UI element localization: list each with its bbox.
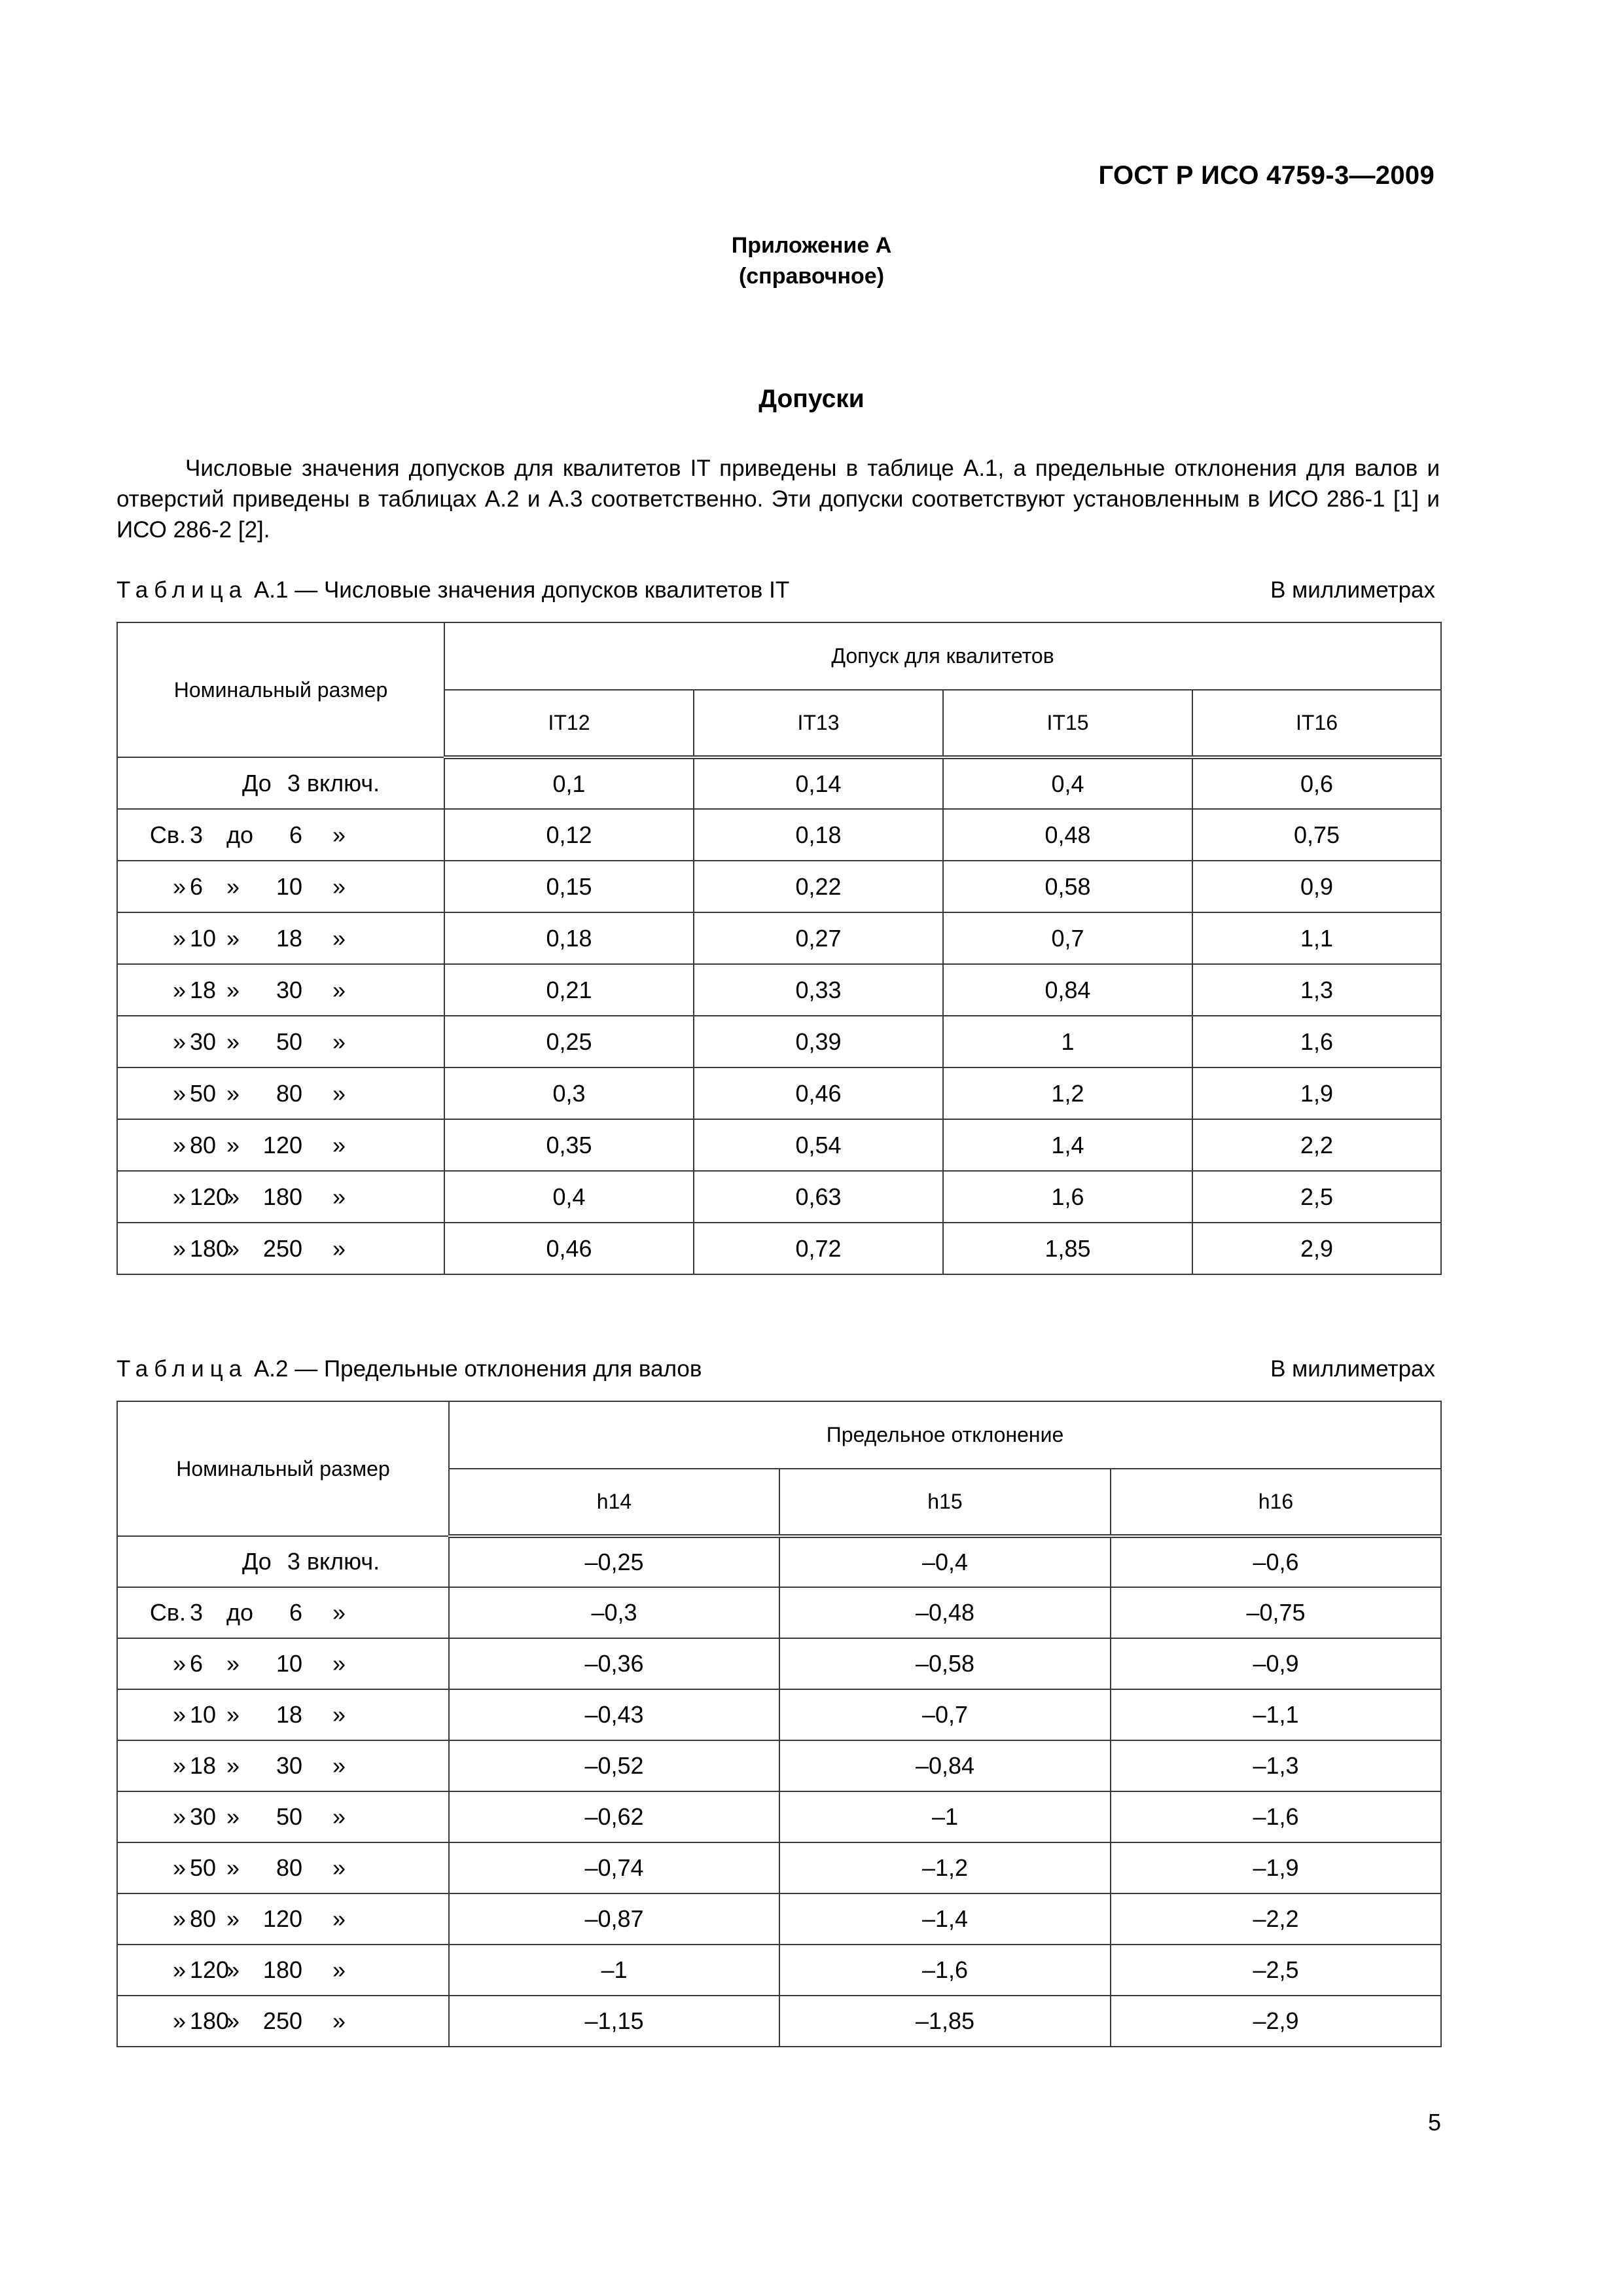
value-cell: 0,35	[444, 1119, 694, 1171]
table1-caption-text: А.1 — Числовые значения допусков квалитетов IT	[247, 577, 790, 603]
value-cell: 0,84	[943, 964, 1192, 1016]
value-cell: –1,4	[779, 1893, 1111, 1945]
size-cell	[117, 1067, 444, 1119]
size-cell	[117, 861, 444, 912]
value-cell: 1,3	[1192, 964, 1441, 1016]
size-connector: »	[226, 1234, 240, 1262]
size-lower-bound: 50	[190, 1079, 217, 1107]
size-cell	[117, 1587, 449, 1638]
table-row	[117, 1536, 1441, 1587]
value-cell: 0,12	[444, 809, 694, 861]
table1-row-header: Номинальный размер	[117, 622, 444, 757]
size-suffix: »	[332, 2007, 346, 2034]
size-upper-bound: 120	[262, 1131, 302, 1158]
value-cell: –0,43	[449, 1689, 779, 1740]
column-header: IT15	[943, 690, 1192, 757]
value-cell: 0,18	[444, 912, 694, 964]
table2-units: В миллиметрах	[1270, 1356, 1435, 1382]
table2-label: Таблица	[116, 1356, 248, 1382]
size-cell	[117, 1638, 449, 1689]
value-cell: 0,15	[444, 861, 694, 912]
size-prefix: »	[172, 1752, 186, 1779]
size-cell	[117, 1223, 444, 1274]
size-cell	[117, 1740, 449, 1791]
value-cell: 0,22	[694, 861, 943, 912]
size-prefix: Св.	[149, 821, 186, 848]
size-connector: »	[226, 1752, 240, 1779]
value-cell: 0,54	[694, 1119, 943, 1171]
standard-code: ГОСТ Р ИСО 4759-3—2009	[1098, 161, 1435, 190]
size-lower-bound: 30	[190, 1803, 217, 1830]
table2-caption-text: А.2 — Предельные отклонения для валов	[247, 1356, 702, 1382]
value-cell: 0,72	[694, 1223, 943, 1274]
size-upper-bound: 18	[276, 924, 302, 952]
size-prefix: »	[172, 976, 186, 1003]
size-cell	[117, 1996, 449, 2047]
value-cell: –0,87	[449, 1893, 779, 1945]
table-row	[117, 861, 1441, 912]
value-cell: 1,6	[943, 1171, 1192, 1223]
value-cell: 0,6	[1192, 757, 1441, 809]
table-row	[117, 912, 1441, 964]
size-prefix: »	[172, 872, 186, 900]
size-suffix: »	[332, 1183, 346, 1210]
column-header: IT12	[444, 690, 694, 757]
size-cell	[117, 757, 444, 809]
size-prefix: »	[172, 1079, 186, 1107]
table-row	[117, 964, 1441, 1016]
table-row	[117, 757, 1441, 809]
size-connector: »	[226, 1183, 240, 1210]
size-prefix: Св.	[149, 1599, 186, 1626]
size-upper-bound: 180	[262, 1956, 302, 1983]
size-cell	[117, 1945, 449, 1996]
value-cell: –1	[779, 1791, 1111, 1842]
size-lower-bound: 120	[190, 1183, 230, 1210]
size-upper-bound: 10	[276, 872, 302, 900]
value-cell: 0,46	[444, 1223, 694, 1274]
size-suffix: »	[332, 1599, 346, 1626]
value-cell: –0,4	[779, 1536, 1111, 1587]
value-cell: 0,48	[943, 809, 1192, 861]
size-suffix: »	[332, 872, 346, 900]
size-upper-bound: 50	[276, 1803, 302, 1830]
table2	[116, 1401, 1442, 2047]
size-upper-bound: 6	[289, 1599, 302, 1626]
value-cell: 0,21	[444, 964, 694, 1016]
value-cell: –1,15	[449, 1996, 779, 2047]
size-connector: »	[226, 1854, 240, 1881]
size-lower-bound: 80	[190, 1131, 217, 1158]
size-upper-bound: 3 включ.	[287, 769, 380, 797]
size-upper-bound: 18	[276, 1701, 302, 1728]
value-cell: –2,5	[1111, 1945, 1441, 1996]
size-upper-bound: 3 включ.	[287, 1548, 380, 1575]
column-header: h15	[779, 1469, 1111, 1536]
value-cell: –0,6	[1111, 1536, 1441, 1587]
table-row	[117, 1893, 1441, 1945]
table-row	[117, 1638, 1441, 1689]
annex-title: Приложение А	[731, 233, 892, 258]
table2-caption-row	[116, 1356, 1435, 1382]
size-lower-bound: 120	[190, 1956, 230, 1983]
value-cell: –0,36	[449, 1638, 779, 1689]
value-cell: –1,6	[1111, 1791, 1441, 1842]
table1	[116, 622, 1442, 1275]
table-row	[117, 1016, 1441, 1067]
table-row	[117, 1842, 1441, 1893]
size-cell	[117, 1171, 444, 1223]
size-cell	[117, 809, 444, 861]
size-upper-bound: 120	[262, 1905, 302, 1932]
value-cell: 1,6	[1192, 1016, 1441, 1067]
size-prefix: До	[242, 769, 272, 797]
value-cell: 0,9	[1192, 861, 1441, 912]
value-cell: –0,48	[779, 1587, 1111, 1638]
size-lower-bound: 180	[190, 1234, 230, 1262]
column-header: h16	[1111, 1469, 1441, 1536]
size-connector: »	[226, 1131, 240, 1158]
value-cell: 0,39	[694, 1016, 943, 1067]
size-connector: до	[226, 1599, 254, 1626]
size-prefix: »	[172, 924, 186, 952]
value-cell: 0,75	[1192, 809, 1441, 861]
value-cell: –1,2	[779, 1842, 1111, 1893]
size-prefix: »	[172, 1803, 186, 1830]
table-row	[117, 1171, 1441, 1223]
value-cell: 0,33	[694, 964, 943, 1016]
column-header: IT13	[694, 690, 943, 757]
size-suffix: »	[332, 1803, 346, 1830]
size-lower-bound: 6	[190, 872, 204, 900]
size-prefix: »	[172, 1956, 186, 1983]
value-cell: –0,52	[449, 1740, 779, 1791]
size-cell	[117, 1119, 444, 1171]
value-cell: –0,3	[449, 1587, 779, 1638]
size-connector: »	[226, 1956, 240, 1983]
size-connector: »	[226, 976, 240, 1003]
value-cell: 0,63	[694, 1171, 943, 1223]
value-cell: 0,4	[943, 757, 1192, 809]
size-upper-bound: 250	[262, 2007, 302, 2034]
value-cell: 1,85	[943, 1223, 1192, 1274]
value-cell: –1,85	[779, 1996, 1111, 2047]
table-row	[117, 1587, 1441, 1638]
size-upper-bound: 80	[276, 1854, 302, 1881]
size-connector: »	[226, 1650, 240, 1677]
size-suffix: »	[332, 1752, 346, 1779]
size-upper-bound: 250	[262, 1234, 302, 1262]
size-upper-bound: 80	[276, 1079, 302, 1107]
size-prefix: »	[172, 1854, 186, 1881]
size-upper-bound: 10	[276, 1650, 302, 1677]
size-lower-bound: 6	[190, 1650, 204, 1677]
value-cell: –0,74	[449, 1842, 779, 1893]
size-lower-bound: 3	[190, 1599, 204, 1626]
value-cell: –1,3	[1111, 1740, 1441, 1791]
value-cell: –1	[449, 1945, 779, 1996]
size-lower-bound: 18	[190, 976, 217, 1003]
value-cell: 0,14	[694, 757, 943, 809]
size-suffix: »	[332, 821, 346, 848]
size-lower-bound: 80	[190, 1905, 217, 1932]
size-prefix: »	[172, 1131, 186, 1158]
size-prefix: »	[172, 1701, 186, 1728]
value-cell: –0,9	[1111, 1638, 1441, 1689]
size-cell	[117, 912, 444, 964]
size-connector: до	[226, 821, 254, 848]
size-lower-bound: 180	[190, 2007, 230, 2034]
size-upper-bound: 50	[276, 1028, 302, 1055]
size-lower-bound: 18	[190, 1752, 217, 1779]
value-cell: 0,58	[943, 861, 1192, 912]
size-cell	[117, 1689, 449, 1740]
table1-caption	[116, 577, 789, 603]
value-cell: 1	[943, 1016, 1192, 1067]
value-cell: –0,75	[1111, 1587, 1441, 1638]
size-suffix: »	[332, 1079, 346, 1107]
section-title: Допуски	[758, 385, 865, 413]
size-suffix: »	[332, 1701, 346, 1728]
size-suffix: »	[332, 1650, 346, 1677]
value-cell: 1,1	[1192, 912, 1441, 964]
value-cell: 2,2	[1192, 1119, 1441, 1171]
value-cell: –0,7	[779, 1689, 1111, 1740]
table2-caption	[116, 1356, 702, 1382]
table1-units: В миллиметрах	[1270, 577, 1435, 603]
value-cell: 1,2	[943, 1067, 1192, 1119]
size-suffix: »	[332, 1131, 346, 1158]
size-suffix: »	[332, 1854, 346, 1881]
table2-group-header: Предельное отклонение	[449, 1401, 1441, 1469]
size-cell	[117, 1893, 449, 1945]
size-lower-bound: 3	[190, 821, 204, 848]
size-suffix: »	[332, 1905, 346, 1932]
size-suffix: »	[332, 1028, 346, 1055]
value-cell: 2,9	[1192, 1223, 1441, 1274]
intro-paragraph: Числовые значения допусков для квалитетов IT приведены в таблице А.1, а предельные отклонения для валов и отверстий приведены в таблицах А.2 и А.3 соответственно. Эти допуски соответствуют установленным в ИСО 286-1 [1] и ИСО 286-2 [2].	[116, 456, 1440, 543]
table1-group-header: Допуск для квалитетов	[444, 622, 1441, 690]
size-prefix: »	[172, 1028, 186, 1055]
size-connector: »	[226, 1028, 240, 1055]
size-connector: »	[226, 872, 240, 900]
size-upper-bound: 180	[262, 1183, 302, 1210]
value-cell: –0,84	[779, 1740, 1111, 1791]
size-suffix: »	[332, 924, 346, 952]
value-cell: 0,4	[444, 1171, 694, 1223]
size-cell	[117, 1016, 444, 1067]
size-upper-bound: 6	[289, 821, 302, 848]
value-cell: 0,7	[943, 912, 1192, 964]
value-cell: –0,25	[449, 1536, 779, 1587]
size-lower-bound: 30	[190, 1028, 217, 1055]
value-cell: 1,9	[1192, 1067, 1441, 1119]
table2-row-header: Номинальный размер	[117, 1401, 449, 1536]
table-row	[117, 1740, 1441, 1791]
size-lower-bound: 50	[190, 1854, 217, 1881]
value-cell: 2,5	[1192, 1171, 1441, 1223]
size-upper-bound: 30	[276, 976, 302, 1003]
size-suffix: »	[332, 976, 346, 1003]
size-prefix: »	[172, 1650, 186, 1677]
value-cell: 0,25	[444, 1016, 694, 1067]
size-connector: »	[226, 1905, 240, 1932]
page-number: 5	[1427, 2109, 1441, 2136]
size-cell	[117, 1791, 449, 1842]
table-row	[117, 1119, 1441, 1171]
value-cell: 0,1	[444, 757, 694, 809]
size-cell	[117, 1842, 449, 1893]
table-row	[117, 1791, 1441, 1842]
size-connector: »	[226, 924, 240, 952]
size-prefix: До	[242, 1548, 272, 1575]
value-cell: –1,1	[1111, 1689, 1441, 1740]
value-cell: –1,9	[1111, 1842, 1441, 1893]
size-suffix: »	[332, 1234, 346, 1262]
size-connector: »	[226, 1803, 240, 1830]
column-header: h14	[449, 1469, 779, 1536]
size-prefix: »	[172, 1183, 186, 1210]
size-suffix: »	[332, 1956, 346, 1983]
size-connector: »	[226, 1079, 240, 1107]
size-lower-bound: 10	[190, 924, 217, 952]
size-connector: »	[226, 2007, 240, 2034]
value-cell: 0,18	[694, 809, 943, 861]
size-prefix: »	[172, 2007, 186, 2034]
size-cell	[117, 1536, 449, 1587]
table-row	[117, 809, 1441, 861]
value-cell: 0,46	[694, 1067, 943, 1119]
value-cell: 1,4	[943, 1119, 1192, 1171]
size-lower-bound: 10	[190, 1701, 217, 1728]
table-row	[117, 1689, 1441, 1740]
value-cell: 0,3	[444, 1067, 694, 1119]
value-cell: –2,2	[1111, 1893, 1441, 1945]
size-upper-bound: 30	[276, 1752, 302, 1779]
column-header: IT16	[1192, 690, 1441, 757]
value-cell: –0,62	[449, 1791, 779, 1842]
size-connector: »	[226, 1701, 240, 1728]
value-cell: 0,27	[694, 912, 943, 964]
table-row	[117, 1067, 1441, 1119]
table1-caption-row	[116, 577, 1435, 603]
table-row	[117, 1996, 1441, 2047]
size-cell	[117, 964, 444, 1016]
value-cell: –0,58	[779, 1638, 1111, 1689]
value-cell: –1,6	[779, 1945, 1111, 1996]
table-row	[117, 1945, 1441, 1996]
annex-type: (справочное)	[738, 264, 885, 289]
size-prefix: »	[172, 1234, 186, 1262]
table-row	[117, 1223, 1441, 1274]
table1-label: Таблица	[116, 577, 248, 603]
value-cell: –2,9	[1111, 1996, 1441, 2047]
size-prefix: »	[172, 1905, 186, 1932]
